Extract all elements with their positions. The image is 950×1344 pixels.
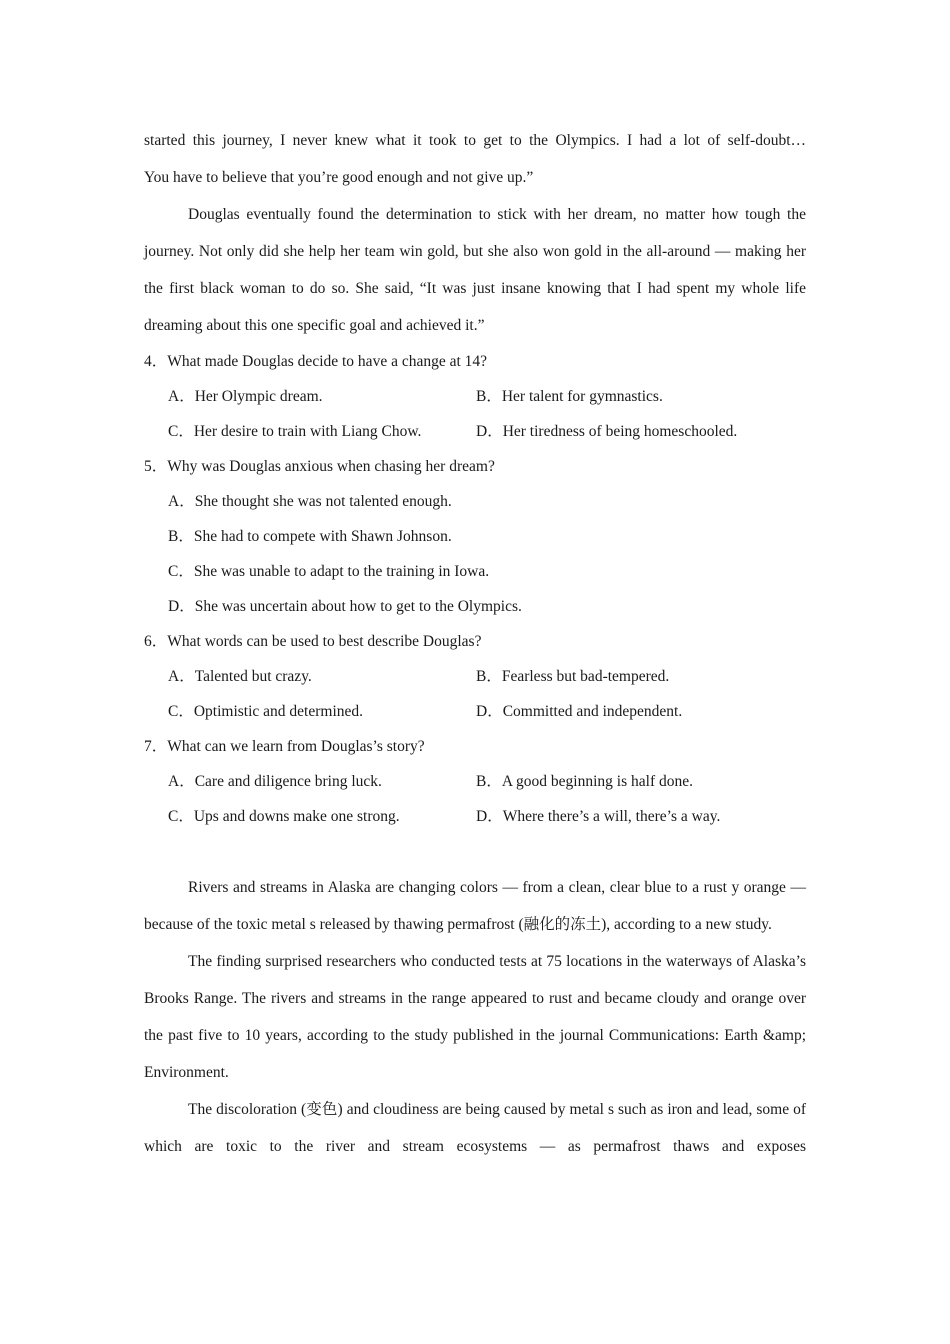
question-6 — [144, 624, 806, 729]
option-b: B．Her talent for gymnastics. — [476, 388, 663, 405]
question-7 — [144, 729, 806, 834]
question-5 — [144, 449, 806, 624]
question-text: What made Douglas decide to have a change at 14? — [167, 353, 488, 370]
question-4-options — [144, 379, 806, 449]
question-text: What words can be used to best describe Douglas? — [167, 633, 482, 650]
option-d: D．Where there’s a will, there’s a way. — [476, 808, 721, 825]
option-b: B．She had to compete with Shawn Johnson. — [168, 528, 452, 545]
question-number: 6． — [144, 633, 168, 650]
option-d: D．Her tiredness of being homeschooled. — [476, 423, 738, 440]
option-b: B．Fearless but bad-tempered. — [476, 668, 670, 685]
passage1-line-2: You have to believe that you’re good enough and not give up.” — [144, 169, 534, 186]
question-5-options — [144, 484, 806, 624]
question-7-options — [144, 764, 806, 834]
option-a: A．She thought she was not talented enough. — [168, 493, 452, 510]
question-6-options — [144, 659, 806, 729]
option-c: C．Her desire to train with Liang Chow. — [168, 423, 422, 440]
passage1-paragraph-2: Douglas eventually found the determination to stick with her dream, no matter how tough the journey. Not only did she help her team win gold, but she also won gold in the all-around — making her the first black woman to do so. She said, “It was just insane knowing that I had spent my whole life dreaming about this one specific goal and achieved it.” — [144, 206, 806, 334]
option-a: A．Her Olympic dream. — [168, 388, 323, 405]
passage2-paragraph-1: Rivers and streams in Alaska are changing colors — from a clean, clear blue to a rust y orange — because of the toxic metal s released by thawing permafrost (融化的冻土), according to a new study. — [144, 879, 806, 933]
option-a: A．Care and diligence bring luck. — [168, 773, 382, 790]
passage2-paragraph-3: The discoloration (变色) and cloudiness are being caused by metal s such as iron and lead, some of which are toxic to the river and stream ecosystems — as permafrost thaws and exposes — [144, 1101, 806, 1155]
question-number: 7． — [144, 738, 168, 755]
option-c: C．She was unable to adapt to the training in Iowa. — [168, 563, 490, 580]
option-c: C．Ups and downs make one strong. — [168, 808, 400, 825]
option-c: C．Optimistic and determined. — [168, 703, 364, 720]
question-number: 4． — [144, 353, 168, 370]
question-text: What can we learn from Douglas’s story? — [167, 738, 425, 755]
question-text: Why was Douglas anxious when chasing her dream? — [167, 458, 495, 475]
option-d: D．She was uncertain about how to get to the Olympics. — [168, 598, 522, 615]
option-a: A．Talented but crazy. — [168, 668, 312, 685]
section-gap — [144, 834, 806, 869]
document-page — [144, 122, 806, 1165]
option-d: D．Committed and independent. — [476, 703, 683, 720]
question-4 — [144, 344, 806, 449]
passage1-line-1: started this journey, I never knew what it took to get to the Olympics. I had a lot of self-doubt… — [144, 132, 806, 149]
passage2-paragraph-2: The finding surprised researchers who conducted tests at 75 locations in the waterways of Alaska’s Brooks Range. The rivers and streams in the range appeared to rust and became cloudy and orange over the past five to 10 years, according to the study published in the journal Communications: Earth &amp; Environment. — [144, 953, 806, 1081]
question-number: 5． — [144, 458, 168, 475]
option-b: B．A good beginning is half done. — [476, 773, 693, 790]
